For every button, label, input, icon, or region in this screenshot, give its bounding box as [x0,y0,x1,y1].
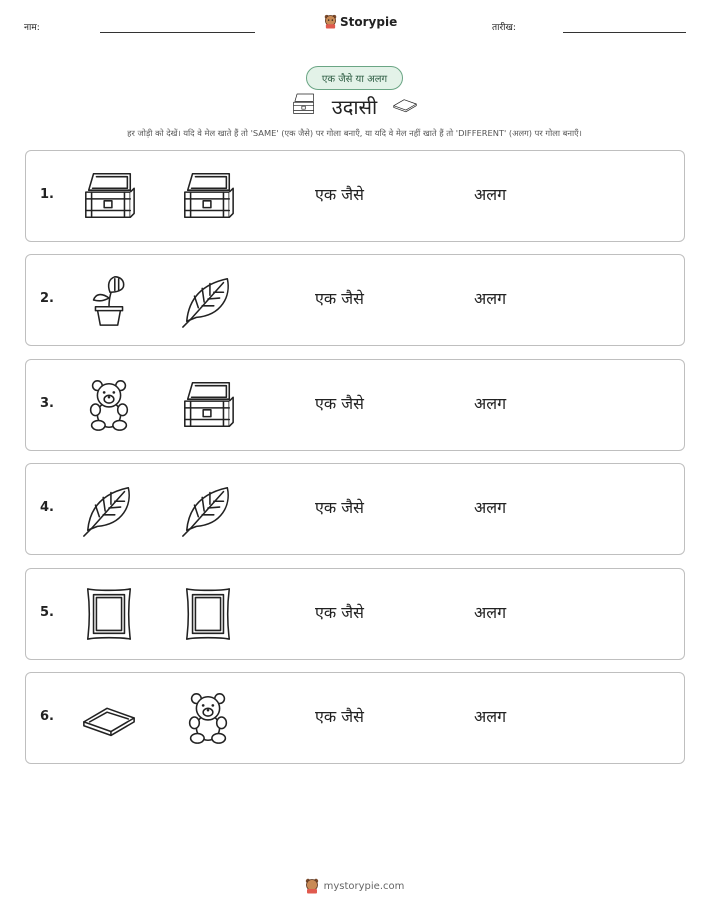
napkin-icon [80,689,138,747]
option-same[interactable]: एक जैसे [315,185,364,204]
date-label: तारीख: [492,23,516,33]
option-same[interactable]: एक जैसे [315,289,364,309]
worksheet-type-badge: एक जैसे या अलग [306,66,403,90]
brand-logo [324,14,397,29]
question-row [25,359,685,451]
chest-icon [179,167,237,225]
name-field-line[interactable] [100,32,255,33]
leaf-icon [80,480,138,538]
option-same[interactable]: एक जैसे [315,602,364,622]
page-header [0,14,709,38]
question-number: 4. [40,500,54,516]
question-row [25,254,685,346]
title-chest-icon [290,91,318,121]
storypie-logo-icon [324,14,337,29]
question-row [25,463,685,555]
leaf-icon [179,480,237,538]
chest-icon [179,376,237,434]
question-number: 1. [40,187,54,202]
title-napkin-icon [391,91,419,121]
leaf-icon [179,271,237,329]
instructions: हर जोड़ी को देखें। यदि वे मेल खाते हैं तो 'SAME' (एक जैसे) पर गोला बनाएँ, या यदि वे मेल नहीं खाते हैं तो 'DIFFERENT' (अलग) पर गोला बनाएँ। [127,128,582,138]
option-different[interactable]: अलग [474,498,507,518]
question-row [25,568,685,660]
page-title: उदासी [331,94,378,119]
picture-frame-icon [80,585,138,643]
option-different[interactable]: अलग [474,602,507,622]
storypie-logo-icon [305,878,319,894]
option-different[interactable]: अलग [474,185,507,204]
question-number: 5. [40,604,54,620]
picture-frame-icon [179,585,237,643]
chest-icon [80,167,138,225]
potted-flower-icon [80,271,138,329]
teddy-bear-icon [80,376,138,434]
option-same[interactable]: एक जैसे [315,707,364,726]
option-different[interactable]: अलग [474,707,507,726]
option-same[interactable]: एक जैसे [315,393,364,413]
option-different[interactable]: अलग [474,393,507,413]
footer [0,878,709,894]
question-row [25,150,685,242]
option-same[interactable]: एक जैसे [315,498,364,518]
footer-url: mystorypie.com [323,880,405,892]
question-number: 3. [40,395,54,411]
question-row [25,672,685,764]
option-different[interactable]: अलग [474,289,507,309]
date-field-line[interactable] [563,32,686,33]
title-row [0,90,709,122]
brand-name: Storypie [340,14,398,29]
question-number: 6. [40,709,54,724]
teddy-bear-icon [179,689,237,747]
question-number: 2. [40,291,54,307]
name-label: नाम: [24,23,40,33]
